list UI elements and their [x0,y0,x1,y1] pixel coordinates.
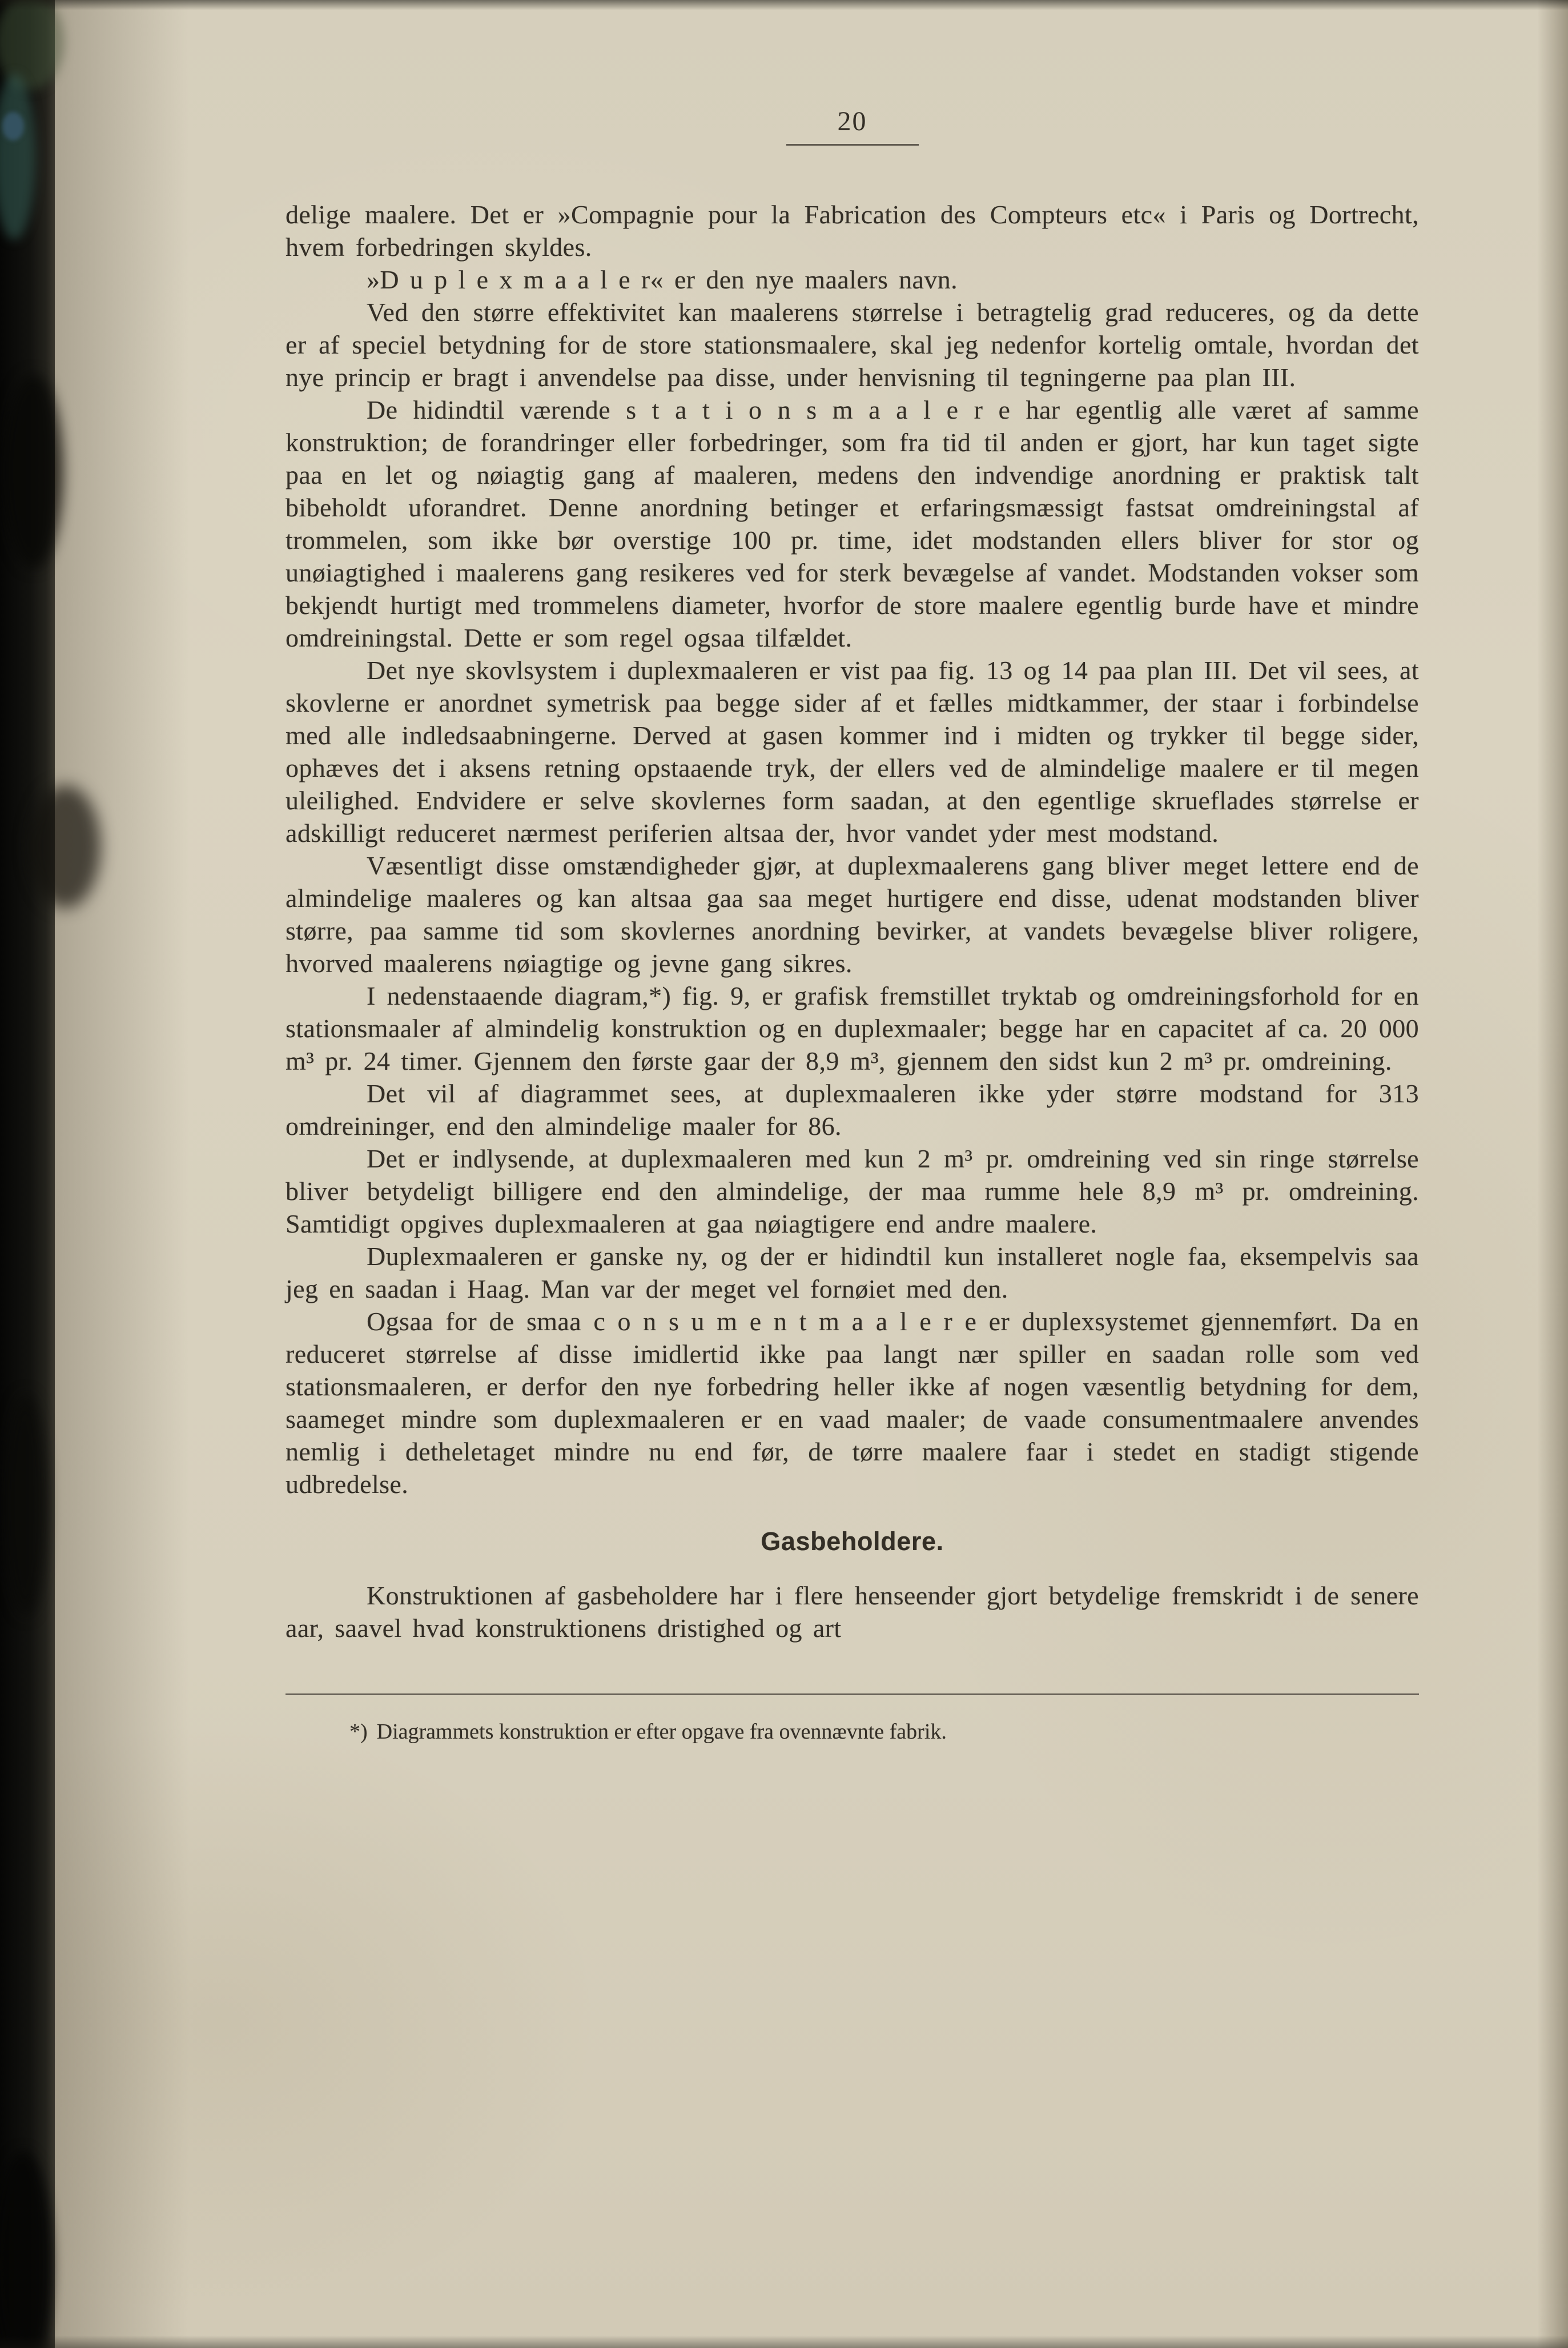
section-heading: Gasbeholdere. [761,1527,944,1556]
paragraph: Ogsaa for de smaa c o n s u m e n t m a a l e r e er duplexsystemet gjennemført. Da en reduceret størrelse af disse imidlertid ikke paa langt nær spiller en saadan rolle som ved stationsmaaleren, er derfor den nye forbedring heller ikke af nogen væsentlig betydning for dem, saameget mindre som duplexmaaleren er en vaad maaler; de vaade consumentmaalere anvendes nemlig i detheletaget mindre nu end før, de tørre maalere faar i stedet en stadigt stigende udbredelse. [286,1307,1419,1499]
page-bottom-edge-shadow [0,2335,1568,2348]
book-binding-edge [0,0,55,2348]
footnote-separator-rule [286,1693,1419,1695]
page-number: 20 [837,106,867,137]
paragraph: Det vil af diagrammet sees, at duplexmaaleren ikke yder større modstand for 313 omdreininger, end den almindelige maaler for 86. [286,1079,1419,1141]
paragraph: Ved den større effektivitet kan maalerens størrelse i betragtelig grad reduceres, og da dette er af speciel betydning for de store stationsmaalere, skal jeg nedenfor kortelig omtale, hvordan det nye princip er bragt i anvendelse paa disse, under henvisning til tegningerne paa plan III. [286,298,1419,392]
paragraph: »D u p l e x m a a l e r« er den nye maalers navn. [367,265,958,294]
paragraph: Det nye skovlsystem i duplexmaaleren er vist paa fig. 13 og 14 paa plan III. Det vil sees, at skovlerne er anordnet symetrisk paa begge sider af et fælles midtkammer, der staar i forbindelse med alle indledsaabningerne. Derved at gasen kommer ind i midten og trykker til begge sider, ophæves det i aksens retning opstaaende tryk, der ellers ved de almindelige maalere er til megen uleilighed. Endvidere er selve skovlernes form saadan, at den egentlige skrueflades størrelse er adskilligt reduceret nærmest periferien altsaa der, hvor vandet yder mest modstand. [286,656,1419,848]
footnote-text: Diagrammets konstruktion er efter opgave fra ovennævnte fabrik. [376,1720,947,1744]
paragraph: delige maalere. Det er »Compagnie pour la Fabrication des Compteurs etc« i Paris og Dortrecht, hvem forbedringen skyldes. [286,200,1419,262]
page-number-rule [786,144,919,146]
footnote-block [286,1693,1419,1745]
footnote-marker: *) [349,1720,368,1744]
paragraph: Væsentligt disse omstændigheder gjør, at duplexmaalerens gang bliver meget lettere end de almindelige maaleres og kan altsaa gaa saa meget hurtigere end disse, udenat modstanden bliver større, paa samme tid som skovlernes anordning bevirker, at vandets bevægelse bliver roligere, hvorved maalerens nøiagtige og jevne gang sikres. [286,851,1419,978]
paragraph: Duplexmaaleren er ganske ny, og der er hidindtil kun installeret nogle faa, eksempelvis saa jeg en saadan i Haag. Man var der meget vel fornøiet med den. [286,1242,1419,1303]
paragraph: Det er indlysende, at duplexmaaleren med kun 2 m³ pr. omdreining ved sin ringe størrelse bliver betydeligt billigere end den almindelige, der maa rumme hele 8,9 m³ pr. omdreining. Samtidigt opgives duplexmaaleren at gaa nøiagtigere end andre maalere. [286,1144,1419,1238]
footnote [286,1718,1419,1745]
paragraph: Konstruktionen af gasbeholdere har i flere henseender gjort betydelige fremskridt i de senere aar, saavel hvad konstruktionens dristighed og art [286,1581,1419,1643]
paragraph: I nedenstaaende diagram,*) fig. 9, er grafisk fremstillet tryktab og omdreiningsforhold for en stationsmaaler af almindelig konstruktion og en duplexmaaler; begge har en capacitet af ca. 20 000 m³ pr. 24 timer. Gjennem den første gaar der 8,9 m³, gjennem den sidst kun 2 m³ pr. omdreining. [286,981,1419,1075]
gutter-shadow [55,0,189,2348]
page-top-edge-shadow [0,0,1568,10]
text-column [286,106,1419,1745]
paragraph: De hidindtil værende s t a t i o n s m a a l e r e har egentlig alle været af samme konstruktion; de forandringer eller forbedringer, som fra tid til anden er gjort, har kun taget sigte paa en let og nøiagtig gang af maaleren, medens den indvendige anordning er praktisk talt bibeholdt uforandret. Denne anordning betinger et erfaringsmæssigt fastsat omdreiningstal af trommelen, som ikke bør overstige 100 pr. time, idet modstanden ellers bliver for stor og unøiagtighed i maalerens gang resikeres ved for sterk bevægelse af vandet. Modstanden vokser som bekjendt hurtigt med trommelens diameter, hvorfor de store maalere egentlig burde have et mindre omdreiningstal. Dette er som regel ogsaa tilfældet. [286,395,1419,652]
page-number-block [286,106,1419,146]
page-right-edge-shadow [1537,0,1568,2348]
body-text-flow [286,198,1419,1644]
